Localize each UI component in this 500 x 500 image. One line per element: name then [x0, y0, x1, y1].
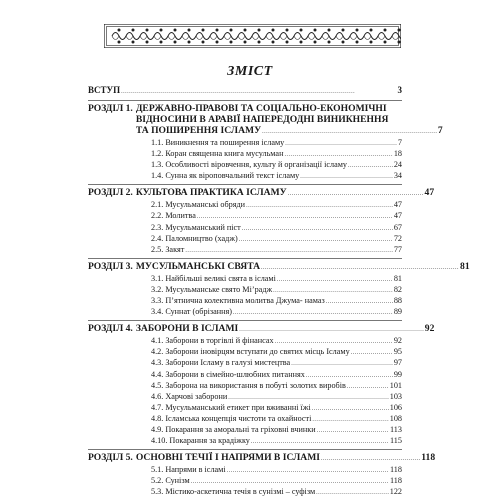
- toc-subsection-page: 72: [393, 233, 402, 243]
- section-divider: [88, 258, 402, 259]
- toc-subsection-page: 108: [389, 413, 402, 423]
- dot-leader: [275, 336, 393, 347]
- toc-subsection[interactable]: [88, 274, 402, 285]
- toc-chapter-title: ТА ПОШИРЕННЯ ІСЛАМУ: [135, 125, 262, 136]
- toc-subsection-title: 5.2. Сунізм: [151, 476, 190, 486]
- toc-chapter[interactable]: [88, 103, 443, 138]
- toc-subsection-title: 2.3. Мусульманський піст: [151, 222, 241, 232]
- dot-leader: [347, 381, 389, 392]
- toc-chapter-page: 81: [460, 260, 470, 272]
- toc-subsection[interactable]: [88, 138, 402, 149]
- toc-subsection[interactable]: [88, 392, 402, 403]
- header-ornament: [104, 24, 401, 48]
- toc-subsection-page: 118: [390, 476, 402, 486]
- toc-subsection[interactable]: [88, 436, 402, 447]
- toc-subsection-page: 99: [393, 369, 402, 379]
- dot-leader: [121, 84, 396, 98]
- toc-subsection[interactable]: [88, 403, 402, 414]
- toc-chapter-title: КУЛЬТОВА ПРАКТИКА ІСЛАМУ: [135, 187, 287, 199]
- dot-leader: [228, 392, 388, 403]
- toc-subsection-title: 5.1. Напрями в ісламі: [151, 465, 226, 475]
- dot-leader: [273, 285, 393, 296]
- toc-subsection-title: 4.1. Заборони в торгівлі й фінансах: [151, 336, 274, 346]
- toc-chapter-title: ЗАБОРОНИ В ІСЛАМІ: [135, 323, 239, 335]
- dot-leader: [191, 476, 389, 487]
- dot-leader: [288, 187, 424, 200]
- toc-subsection[interactable]: [88, 425, 402, 436]
- toc-subsection-page: 95: [393, 347, 402, 357]
- toc-chapter-number: РОЗДІЛ 3.: [88, 260, 133, 272]
- toc-chapter-number: РОЗДІЛ 4.: [88, 323, 133, 335]
- dot-leader: [321, 452, 420, 465]
- toc-intro[interactable]: [88, 84, 402, 98]
- toc-subsection-title: 3.4. Суннат (обрізання): [151, 307, 232, 317]
- toc-subsection-page: 24: [393, 160, 402, 170]
- dot-leader: [233, 307, 393, 318]
- toc-subsection[interactable]: [88, 211, 402, 222]
- toc-subsection-page: 97: [393, 358, 402, 368]
- dot-leader: [348, 160, 393, 171]
- toc-subsection[interactable]: [88, 336, 402, 347]
- toc-subsection[interactable]: [88, 296, 402, 307]
- toc-intro-page: 3: [397, 85, 402, 95]
- section-divider: [88, 184, 402, 185]
- page-title: ЗМІСТ: [227, 64, 273, 79]
- dot-leader: [285, 138, 397, 149]
- dot-leader: [197, 211, 393, 222]
- toc-chapter-page: 7: [437, 125, 443, 136]
- toc-subsection-title: 3.3. П’ятнична колективна молитва Джума- намаз: [151, 296, 325, 306]
- dot-leader: [239, 234, 393, 245]
- table-of-contents: [88, 84, 470, 498]
- toc-subsection-title: 4.9. Покарання за аморальні та гріховні вчинки: [151, 424, 316, 434]
- section-divider: [88, 320, 402, 321]
- toc-chapter-number: РОЗДІЛ 2.: [88, 187, 133, 199]
- toc-chapter-number: РОЗДІЛ 1.: [88, 103, 133, 114]
- toc-subsection[interactable]: [88, 358, 402, 369]
- dot-leader: [262, 125, 437, 138]
- toc-chapter[interactable]: [88, 323, 435, 336]
- dot-leader: [291, 358, 393, 369]
- toc-subsection-title: 4.8. Ісламська концепція чистоти та охайності: [151, 413, 312, 423]
- toc-subsection[interactable]: [88, 171, 402, 182]
- dot-leader: [300, 171, 393, 182]
- section-divider: [88, 449, 402, 450]
- toc-subsection-page: 106: [389, 402, 402, 412]
- toc-chapter[interactable]: [88, 452, 436, 465]
- toc-subsection-title: 1.3. Особливості віровчення, культу й організації ісламу: [151, 160, 348, 170]
- toc-intro-label: ВСТУП: [88, 85, 121, 95]
- toc-subsection-title: 5.3. Містико-аскетична течія в сунізмі – суфізм: [151, 487, 316, 497]
- dot-leader: [239, 323, 424, 336]
- toc-subsection-title: 3.2. Мусульманське свято Мі’радж: [151, 284, 273, 294]
- toc-subsection-page: 88: [393, 296, 402, 306]
- toc-chapter-page: 118: [421, 452, 436, 464]
- toc-subsection-page: 81: [393, 273, 402, 283]
- dot-leader: [326, 296, 393, 307]
- toc-subsection[interactable]: [88, 370, 402, 381]
- toc-subsection-title: 3.1. Найбільші великі свята в ісламі: [151, 273, 276, 283]
- toc-subsection-page: 118: [390, 465, 402, 475]
- toc-chapter-title: ОСНОВНІ ТЕЧІЇ І НАПРЯМИ В ІСЛАМІ: [135, 452, 321, 464]
- dot-leader: [306, 370, 393, 381]
- toc-subsection[interactable]: [88, 465, 402, 476]
- dot-leader: [251, 436, 389, 447]
- toc-subsection[interactable]: [88, 414, 402, 425]
- toc-subsection-title: 4.5. Заборона на використання в побуті золотих виробів: [151, 380, 346, 390]
- toc-subsection-page: 122: [389, 487, 402, 497]
- toc-subsection-page: 77: [393, 244, 402, 254]
- toc-subsection[interactable]: [88, 307, 402, 318]
- dot-leader: [284, 149, 392, 160]
- dot-leader: [312, 414, 388, 425]
- toc-subsection-title: 4.10. Покарання за крадіжку: [151, 436, 250, 446]
- toc-subsection-page: 92: [393, 336, 402, 346]
- dot-leader: [312, 403, 389, 414]
- toc-chapter-title: МУСУЛЬМАНСЬКІ СВЯТА: [135, 260, 261, 272]
- toc-subsection-title: 1.1. Виникнення та поширення ісламу: [151, 138, 285, 147]
- toc-chapter-page: 47: [424, 187, 435, 199]
- toc-subsection-page: 113: [390, 424, 402, 434]
- toc-subsection[interactable]: [88, 476, 402, 487]
- toc-subsection-page: 34: [393, 171, 402, 181]
- toc-subsection[interactable]: [88, 200, 402, 211]
- toc-chapter-title-line: ВІДНОСИНИ В АРАВІЇ НАПЕРЕДОДНІ ВИНИКНЕННЯ: [135, 114, 389, 125]
- toc-subsection[interactable]: [88, 149, 402, 160]
- toc-subsection-title: 2.5. Закят: [151, 244, 185, 254]
- toc-subsection-title: 4.7. Мусульманський етикет при вживанні їжі: [151, 402, 311, 412]
- dot-leader: [242, 223, 393, 234]
- toc-chapter-number: РОЗДІЛ 5.: [88, 452, 133, 464]
- toc-subsection-page: 115: [390, 436, 402, 446]
- toc-subsection-page: 7: [397, 138, 402, 147]
- toc-subsection-page: 82: [393, 284, 402, 294]
- toc-subsection-page: 103: [389, 391, 402, 401]
- dot-leader: [227, 465, 389, 476]
- toc-subsection[interactable]: [88, 347, 402, 358]
- toc-subsection-title: 4.2. Заборони іновірцям вступати до святих місць Ісламу: [151, 347, 350, 357]
- toc-subsection-title: 4.4. Заборони в сімейно-шлюбних питаннях: [151, 369, 305, 379]
- toc-subsection-page: 67: [393, 222, 402, 232]
- toc-subsection[interactable]: [88, 245, 402, 256]
- toc-subsection[interactable]: [88, 487, 402, 498]
- toc-subsection-page: 47: [393, 200, 402, 210]
- dot-leader: [277, 274, 393, 285]
- toc-subsection-title: 2.1. Мусульманські обряди: [151, 200, 246, 210]
- toc-chapter-title-line: ДЕРЖАВНО-ПРАВОВІ ТА СОЦІАЛЬНО-ЕКОНОМІЧНІ: [135, 103, 387, 114]
- toc-subsection[interactable]: [88, 160, 402, 171]
- toc-chapter-page: 92: [424, 323, 435, 335]
- toc-subsection[interactable]: [88, 234, 402, 245]
- toc-chapter[interactable]: [88, 187, 435, 200]
- toc-subsection-title: 2.2. Молитва: [151, 211, 196, 221]
- toc-subsection-page: 101: [389, 380, 402, 390]
- toc-subsection-title: 2.4. Паломництво (хадж): [151, 233, 238, 243]
- dot-leader: [351, 347, 393, 358]
- toc-subsection[interactable]: [88, 285, 402, 296]
- dot-leader: [261, 261, 459, 274]
- toc-subsection-title: 4.6. Харчові заборони: [151, 391, 228, 401]
- toc-subsection-title: 4.3. Заборони Ісламу в галузі мистецтва: [151, 358, 291, 368]
- dot-leader: [185, 245, 392, 256]
- toc-chapter[interactable]: [88, 260, 470, 274]
- toc-subsection-title: 1.2. Коран священна книга мусульман: [151, 149, 284, 159]
- dot-leader: [317, 425, 389, 436]
- section-divider: [88, 100, 402, 101]
- toc-subsection[interactable]: [88, 223, 402, 234]
- toc-subsection-title: 1.4. Сунна як віроповчальний текст ісламу: [151, 171, 300, 181]
- dot-leader: [316, 487, 389, 498]
- toc-subsection-page: 47: [393, 211, 402, 221]
- toc-subsection-page: 18: [393, 149, 402, 159]
- dot-leader: [246, 200, 393, 211]
- toc-subsection[interactable]: [88, 381, 402, 392]
- toc-subsection-page: 89: [393, 307, 402, 317]
